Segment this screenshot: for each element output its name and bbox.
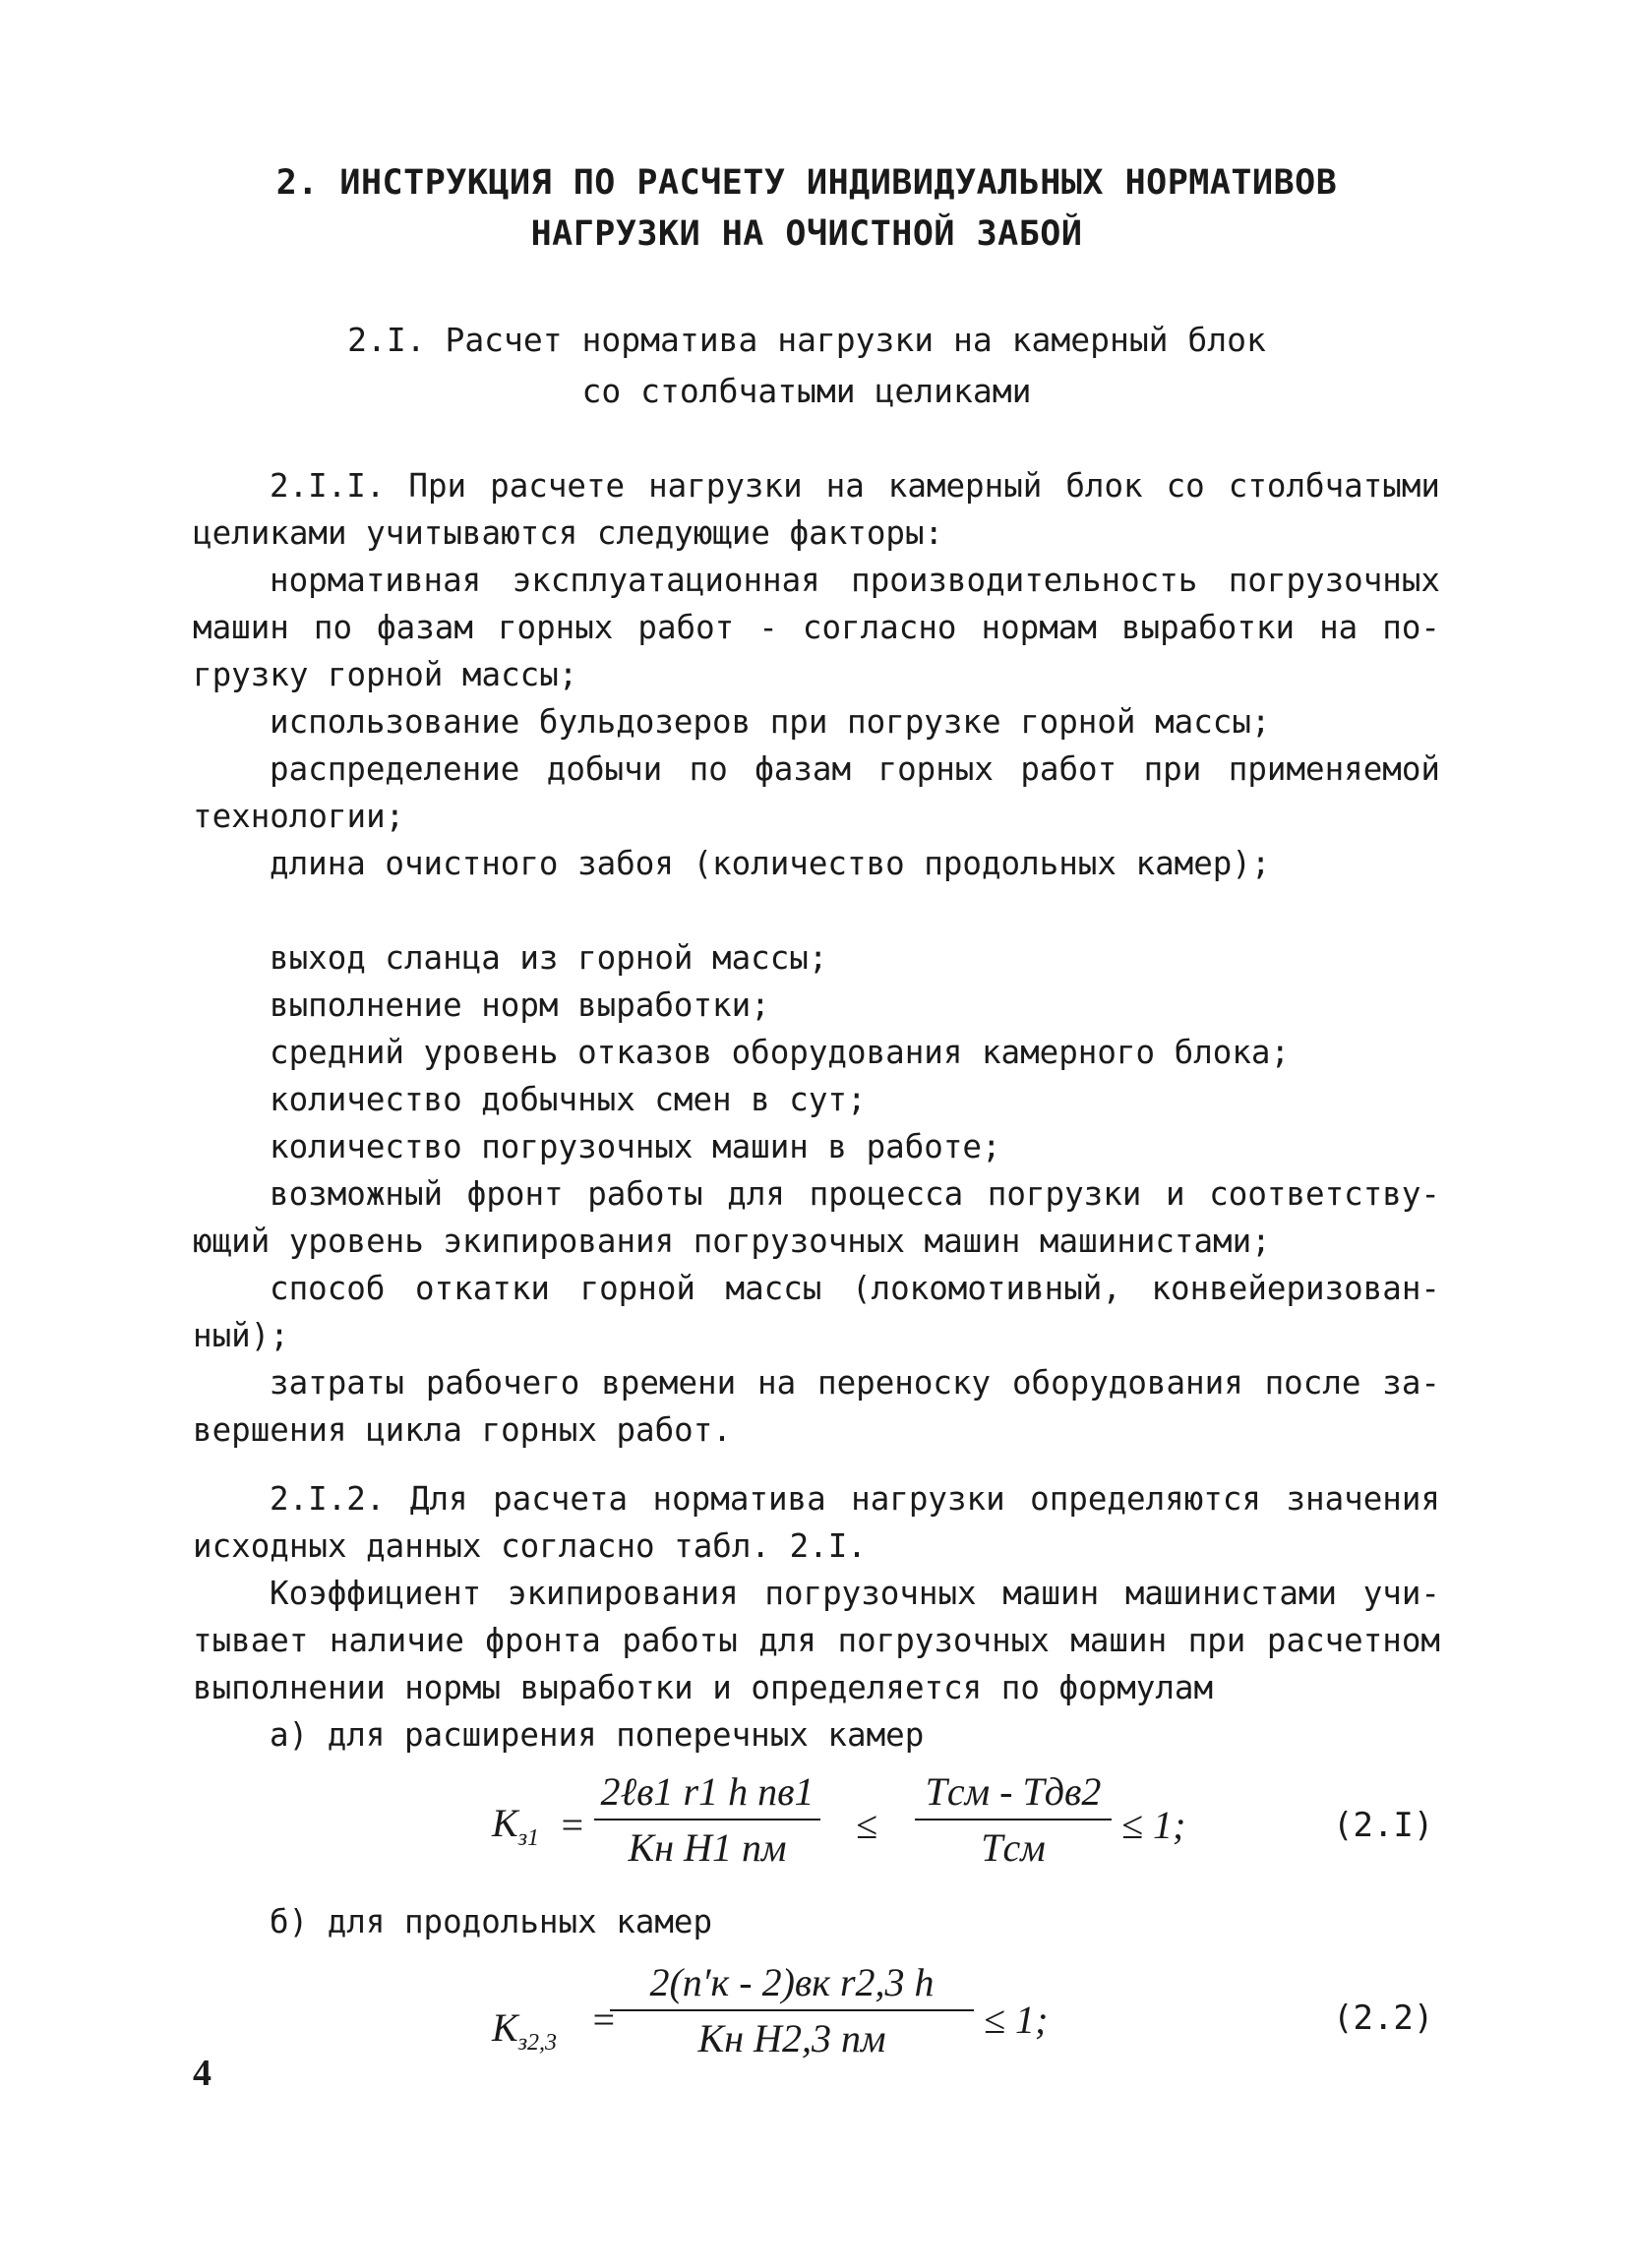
paragraph-line: возможный фронт работы для процесса погрузки и соответству- — [270, 1175, 1440, 1213]
paragraph-line: Коэффициент экипирования погрузочных машин машинистами учи- — [270, 1575, 1440, 1612]
formula-fraction-2 — [915, 1768, 1112, 1871]
formula-fraction — [610, 1959, 974, 2061]
paragraph-line: способ откатки горной массы (локомотивный, конвейеризован- — [270, 1270, 1440, 1307]
fraction-bar — [915, 1819, 1112, 1820]
paragraph-line: 2.I.I. При расчете нагрузки на камерный блок со столбчатыми — [270, 467, 1440, 505]
fraction-bar — [594, 1819, 820, 1820]
paragraph-line: количество добычных смен в сут; — [270, 1081, 867, 1118]
paragraph-line: тывает наличие фронта работы для погрузочных машин при расчетном — [193, 1622, 1440, 1659]
fraction-numerator: Tсм - Tдв2 — [925, 1769, 1102, 1814]
paragraph-line: исходных данных согласно табл. 2.I. — [193, 1527, 867, 1565]
paragraph-line: 2.I.2. Для расчета норматива нагрузки определяются значения — [270, 1480, 1440, 1518]
fraction-denominator: Tсм — [981, 1825, 1046, 1870]
equation-number: (2.2) — [1333, 1999, 1434, 2038]
paragraph-line: затраты рабочего времени на переноску оборудования после за- — [270, 1364, 1440, 1402]
paragraph-line: использование бульдозеров при погрузке горной массы; — [270, 703, 1271, 741]
formula-equals: = — [559, 1803, 585, 1847]
paragraph-line: длина очистного забоя (количество продольных камер); — [270, 845, 1271, 882]
paragraph-line: ющий уровень экипирования погрузочных машин машинистами; — [193, 1223, 1271, 1260]
fraction-bar — [610, 2009, 974, 2011]
paragraph-line: а) для расширения поперечных камер — [270, 1716, 925, 1754]
section-title-line-2: НАГРУЗКИ НА ОЧИСТНОЙ ЗАБОЙ — [530, 214, 1083, 254]
fraction-numerator: 2(n′к - 2)вк r2,3 h — [649, 1960, 935, 2004]
paragraph-line: б) для продольных камер — [270, 1903, 713, 1940]
equation-number: (2.I) — [1333, 1806, 1434, 1845]
paragraph-line: грузку горной массы; — [193, 656, 578, 693]
formula-equals: = — [590, 1998, 617, 2042]
subsection-title-line-1: 2.I. Расчет норматива нагрузки на камерный блок — [347, 321, 1266, 359]
formula-tail: ≤ 1; — [984, 1998, 1049, 2042]
paragraph-line: выполнении нормы выработки и определяется по формулам — [193, 1669, 1214, 1706]
section-title-line-1: 2. ИНСТРУКЦИЯ ПО РАСЧЕТУ ИНДИВИДУАЛЬНЫХ НОРМАТИВОВ — [275, 163, 1338, 203]
paragraph-line: вершения цикла горных работ. — [193, 1411, 732, 1449]
formula-lhs: $K_{з1}$ — [492, 1801, 540, 1851]
paragraph-line: средний уровень отказов оборудования камерного блока; — [270, 1034, 1291, 1071]
formula-lhs: $K_{з2,3}$ — [492, 2005, 558, 2056]
page-number: 4 — [193, 2053, 211, 2094]
subsection-title-line-2: со столбчатыми целиками — [581, 372, 1032, 410]
paragraph-line: машин по фазам горных работ - согласно нормам выработки на по- — [193, 609, 1440, 646]
fraction-denominator: Kн H2,3 nм — [697, 2016, 886, 2060]
paragraph-line: ный); — [193, 1317, 289, 1354]
paragraph-line: нормативная эксплуатационная производительность погрузочных — [270, 562, 1440, 599]
paragraph-line: распределение добычи по фазам горных работ при применяемой — [270, 750, 1440, 788]
formula-fraction — [594, 1768, 820, 1871]
paragraph-line: целиками учитываются следующие факторы: — [193, 514, 944, 552]
formula-tail: ≤ 1; — [1121, 1803, 1186, 1847]
paragraph-line: выполнение норм выработки; — [270, 986, 770, 1024]
paragraph-line: количество погрузочных машин в работе; — [270, 1128, 1001, 1165]
formula-relation: ≤ — [856, 1803, 877, 1847]
fraction-numerator: 2ℓв1 r1 h nв1 — [600, 1769, 815, 1814]
paragraph-line: выход сланца из горной массы; — [270, 939, 828, 977]
paragraph-line: технологии; — [193, 798, 405, 835]
fraction-denominator: Kн H1 nм — [628, 1825, 787, 1870]
